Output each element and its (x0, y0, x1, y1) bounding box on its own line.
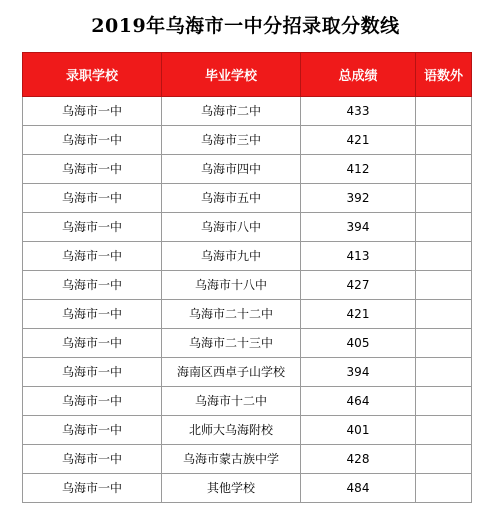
total-score-cell: 394 (301, 358, 416, 387)
table-row (23, 358, 472, 387)
total-score-cell: 405 (301, 329, 416, 358)
table-row (23, 213, 472, 242)
graduate-school-cell: 乌海市二中 (162, 97, 301, 126)
enroll-school-cell: 乌海市一中 (23, 387, 162, 416)
enroll-school-cell: 乌海市一中 (23, 213, 162, 242)
total-score-cell: 428 (301, 445, 416, 474)
chinese-math-english-cell (416, 387, 472, 416)
enroll-school-cell: 乌海市一中 (23, 358, 162, 387)
total-score-cell: 464 (301, 387, 416, 416)
table-header-row (23, 53, 472, 97)
table-body (23, 97, 472, 503)
table-row (23, 97, 472, 126)
chinese-math-english-cell (416, 271, 472, 300)
chinese-math-english-cell (416, 416, 472, 445)
total-score-cell: 392 (301, 184, 416, 213)
graduate-school-cell: 乌海市三中 (162, 126, 301, 155)
enroll-school-cell: 乌海市一中 (23, 242, 162, 271)
graduate-school-cell: 乌海市二十二中 (162, 300, 301, 329)
enroll-school-cell: 乌海市一中 (23, 329, 162, 358)
graduate-school-cell: 乌海市四中 (162, 155, 301, 184)
enroll-school-cell: 乌海市一中 (23, 97, 162, 126)
total-score-cell: 421 (301, 300, 416, 329)
chinese-math-english-cell (416, 155, 472, 184)
graduate-school-cell: 乌海市二十三中 (162, 329, 301, 358)
total-score-cell: 484 (301, 474, 416, 503)
header-chinese-math-english: 语数外 (416, 53, 472, 97)
chinese-math-english-cell (416, 474, 472, 503)
graduate-school-cell: 乌海市十二中 (162, 387, 301, 416)
total-score-cell: 412 (301, 155, 416, 184)
total-score-cell: 401 (301, 416, 416, 445)
enroll-school-cell: 乌海市一中 (23, 126, 162, 155)
graduate-school-cell: 海南区西卓子山学校 (162, 358, 301, 387)
chinese-math-english-cell (416, 242, 472, 271)
enroll-school-cell: 乌海市一中 (23, 445, 162, 474)
table-row (23, 242, 472, 271)
enroll-school-cell: 乌海市一中 (23, 184, 162, 213)
graduate-school-cell: 乌海市八中 (162, 213, 301, 242)
graduate-school-cell: 乌海市五中 (162, 184, 301, 213)
chinese-math-english-cell (416, 445, 472, 474)
score-table (22, 52, 472, 503)
graduate-school-cell: 其他学校 (162, 474, 301, 503)
chinese-math-english-cell (416, 358, 472, 387)
graduate-school-cell: 乌海市蒙古族中学 (162, 445, 301, 474)
chinese-math-english-cell (416, 329, 472, 358)
table-row (23, 387, 472, 416)
chinese-math-english-cell (416, 126, 472, 155)
enroll-school-cell: 乌海市一中 (23, 300, 162, 329)
header-enroll-school: 录职学校 (23, 53, 162, 97)
graduate-school-cell: 乌海市九中 (162, 242, 301, 271)
total-score-cell: 433 (301, 97, 416, 126)
header-total-score: 总成绩 (301, 53, 416, 97)
chinese-math-english-cell (416, 97, 472, 126)
chinese-math-english-cell (416, 213, 472, 242)
enroll-school-cell: 乌海市一中 (23, 416, 162, 445)
total-score-cell: 427 (301, 271, 416, 300)
total-score-cell: 421 (301, 126, 416, 155)
table-row (23, 300, 472, 329)
table-row (23, 184, 472, 213)
table-row (23, 155, 472, 184)
enroll-school-cell: 乌海市一中 (23, 474, 162, 503)
enroll-school-cell: 乌海市一中 (23, 155, 162, 184)
total-score-cell: 413 (301, 242, 416, 271)
graduate-school-cell: 乌海市十八中 (162, 271, 301, 300)
header-graduate-school: 毕业学校 (162, 53, 301, 97)
table-row (23, 445, 472, 474)
chinese-math-english-cell (416, 184, 472, 213)
table-row (23, 416, 472, 445)
total-score-cell: 394 (301, 213, 416, 242)
table-row (23, 474, 472, 503)
table-row (23, 329, 472, 358)
table-row (23, 126, 472, 155)
graduate-school-cell: 北师大乌海附校 (162, 416, 301, 445)
chinese-math-english-cell (416, 300, 472, 329)
table-row (23, 271, 472, 300)
enroll-school-cell: 乌海市一中 (23, 271, 162, 300)
page-title: 2019年乌海市一中分招录取分数线 (91, 15, 400, 37)
